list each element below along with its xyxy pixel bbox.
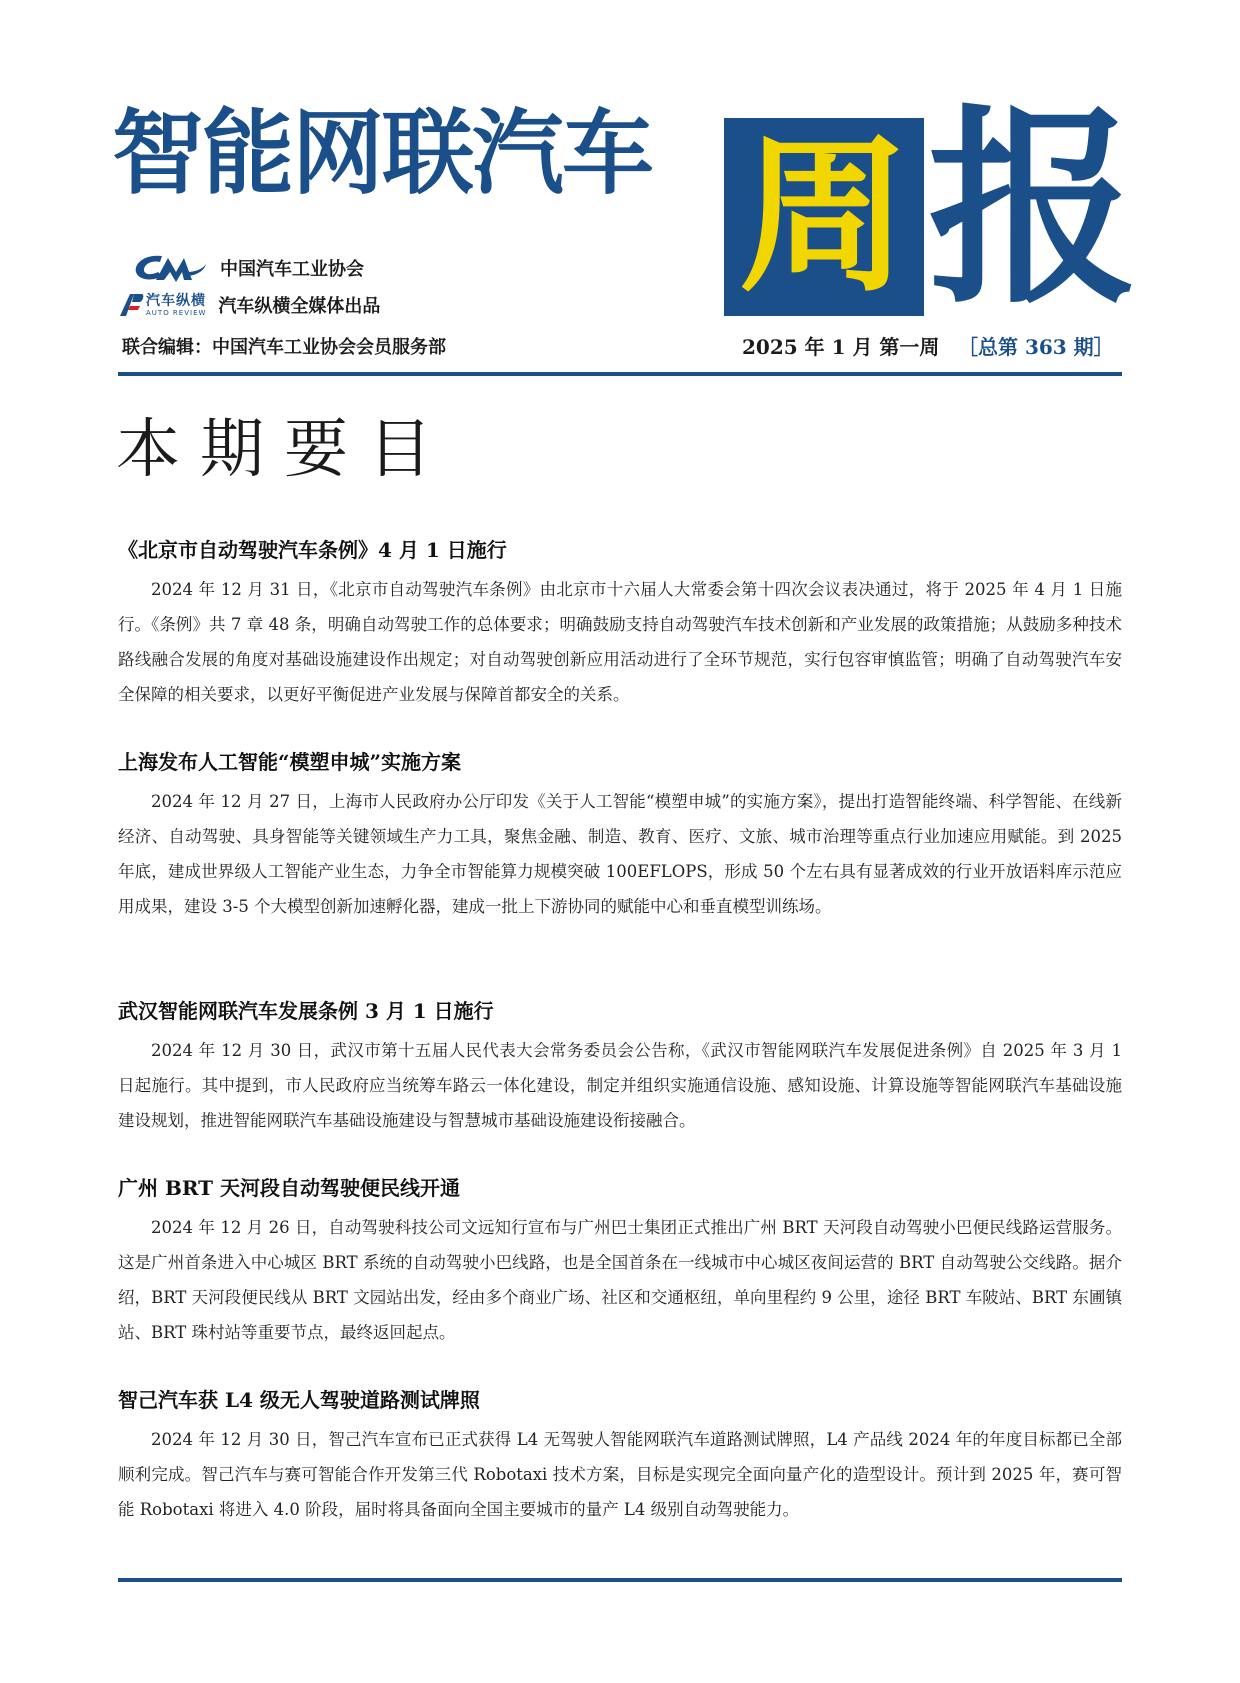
- masthead-zhou-box: [724, 118, 924, 316]
- article-5: [118, 1386, 1122, 1527]
- org-row-auto-review: [118, 292, 380, 318]
- article-body: 2024 年 12 月 26 日，自动驾驶科技公司文远知行宣布与广州巴士集团正式推出广州 BRT 天河段自动驾驶小巴便民线路运营服务。这是广州首条进入中心城区 BRT 系统的自动驾驶小巴线路，也是全国首条在一线城市中心城区夜间运营的 BRT 自动驾驶公交线路。据介绍，BRT 天河段便民线从 BRT 文园站出发，经由多个商业广场、社区和交通枢纽，单向里程约 9 公里，途径 BRT 车陂站、BRT 东圃镇站、BRT 珠村站等重要节点，最终返回起点。: [118, 1218, 1122, 1342]
- org-auto-review-name: 汽车纵横全媒体出品: [218, 296, 381, 317]
- article-3: [118, 997, 1122, 1174]
- article-headline: 武汉智能网联汽车发展条例 3 月 1 日施行: [118, 999, 494, 1023]
- org-caam-name: 中国汽车工业协会: [220, 259, 364, 280]
- article-4: [118, 1174, 1122, 1386]
- article-headline: 智己汽车获 L4 级无人驾驶道路测试牌照: [118, 1388, 480, 1412]
- auto-review-logo-cn: 汽车纵横: [146, 292, 206, 309]
- auto-review-logo: [118, 292, 206, 318]
- header-divider: [118, 372, 1122, 376]
- org-row-caam: [132, 250, 364, 286]
- article-list: [118, 536, 1122, 1527]
- masthead-zhou-char: 周: [738, 118, 909, 316]
- article-body: 2024 年 12 月 30 日，武汉市第十五届人民代表大会常务委员会公告称，《武汉市智能网联汽车发展促进条例》自 2025 年 3 月 1 日起施行。其中提到，市人民政府应当统筹车路云一体化建设，制定并组织实施通信设施、感知设施、计算设施等智能网联汽车基础设施建设规划，推进智能网联汽车基础设施建设与智慧城市基础设施建设衔接融合。: [118, 1041, 1122, 1130]
- article-headline: 上海发布人工智能“模塑申城”实施方案: [118, 750, 462, 774]
- caam-logo-icon: [132, 250, 208, 286]
- article-body: 2024 年 12 月 31 日，《北京市自动驾驶汽车条例》由北京市十六届人大常委会第十四次会议表决通过，将于 2025 年 4 月 1 日施行。《条例》共 7 章 48 条，明确自动驾驶工作的总体要求；明确鼓励支持自动驾驶汽车技术创新和产业发展的政策措施；从鼓励多种技术路线融合发展的角度对基础设施建设作出规定；对自动驾驶创新应用活动进行了全环节规范，实行包容审慎监管；明确了自动驾驶汽车安全保障的相关要求，以更好平衡促进产业发展与保障首都安全的关系。: [118, 580, 1122, 704]
- issue-date: 2025 年 1 月 第一周: [742, 335, 940, 359]
- auto-review-logo-en: AUTO REVIEW: [146, 308, 207, 317]
- article-body: 2024 年 12 月 30 日，智己汽车宣布已正式获得 L4 无驾驶人智能网联汽车道路测试牌照，L4 产品线 2024 年的年度目标都已全部顺利完成。智己汽车与赛可智能合作开发第三代 Robotaxi 技术方案，目标是实现完全面向量产化的造型设计。预计到 2025 年，赛可智能 Robotaxi 将进入 4.0 阶段，届时将具备面向全国主要城市的量产 L4 级别自动驾驶能力。: [118, 1430, 1122, 1519]
- article-1: [118, 536, 1122, 748]
- article-body: 2024 年 12 月 27 日，上海市人民政府办公厅印发《关于人工智能“模塑申城”的实施方案》，提出打造智能终端、科学智能、在线新经济、自动驾驶、具身智能等关键领域生产力工具，聚焦金融、制造、教育、医疗、文旅、城市治理等重点行业加速应用赋能。到 2025 年底，建成世界级人工智能产业生态，力争全市智能算力规模突破 100EFLOPS，形成 50 个左右具有显著成效的行业开放语料库示范应用成果，建设 3-5 个大模型创新加速孵化器，建成一批上下游协同的赋能中心和垂直模型训练场。: [118, 792, 1122, 916]
- auto-review-mark-icon: [118, 292, 144, 318]
- article-2: [118, 748, 1122, 997]
- section-title: 本期要目: [116, 413, 452, 487]
- issue-number: ［总第 363 期］: [958, 335, 1114, 359]
- footer-divider: [118, 1578, 1122, 1582]
- article-headline: 广州 BRT 天河段自动驾驶便民线开通: [118, 1176, 460, 1200]
- masthead-title: 智能网联汽车: [112, 100, 653, 207]
- coeditor-line: 联合编辑：中国汽车工业协会会员服务部: [122, 337, 446, 358]
- masthead-bao-char: 报: [928, 85, 1139, 332]
- article-headline: 《北京市自动驾驶汽车条例》4 月 1 日施行: [118, 538, 507, 562]
